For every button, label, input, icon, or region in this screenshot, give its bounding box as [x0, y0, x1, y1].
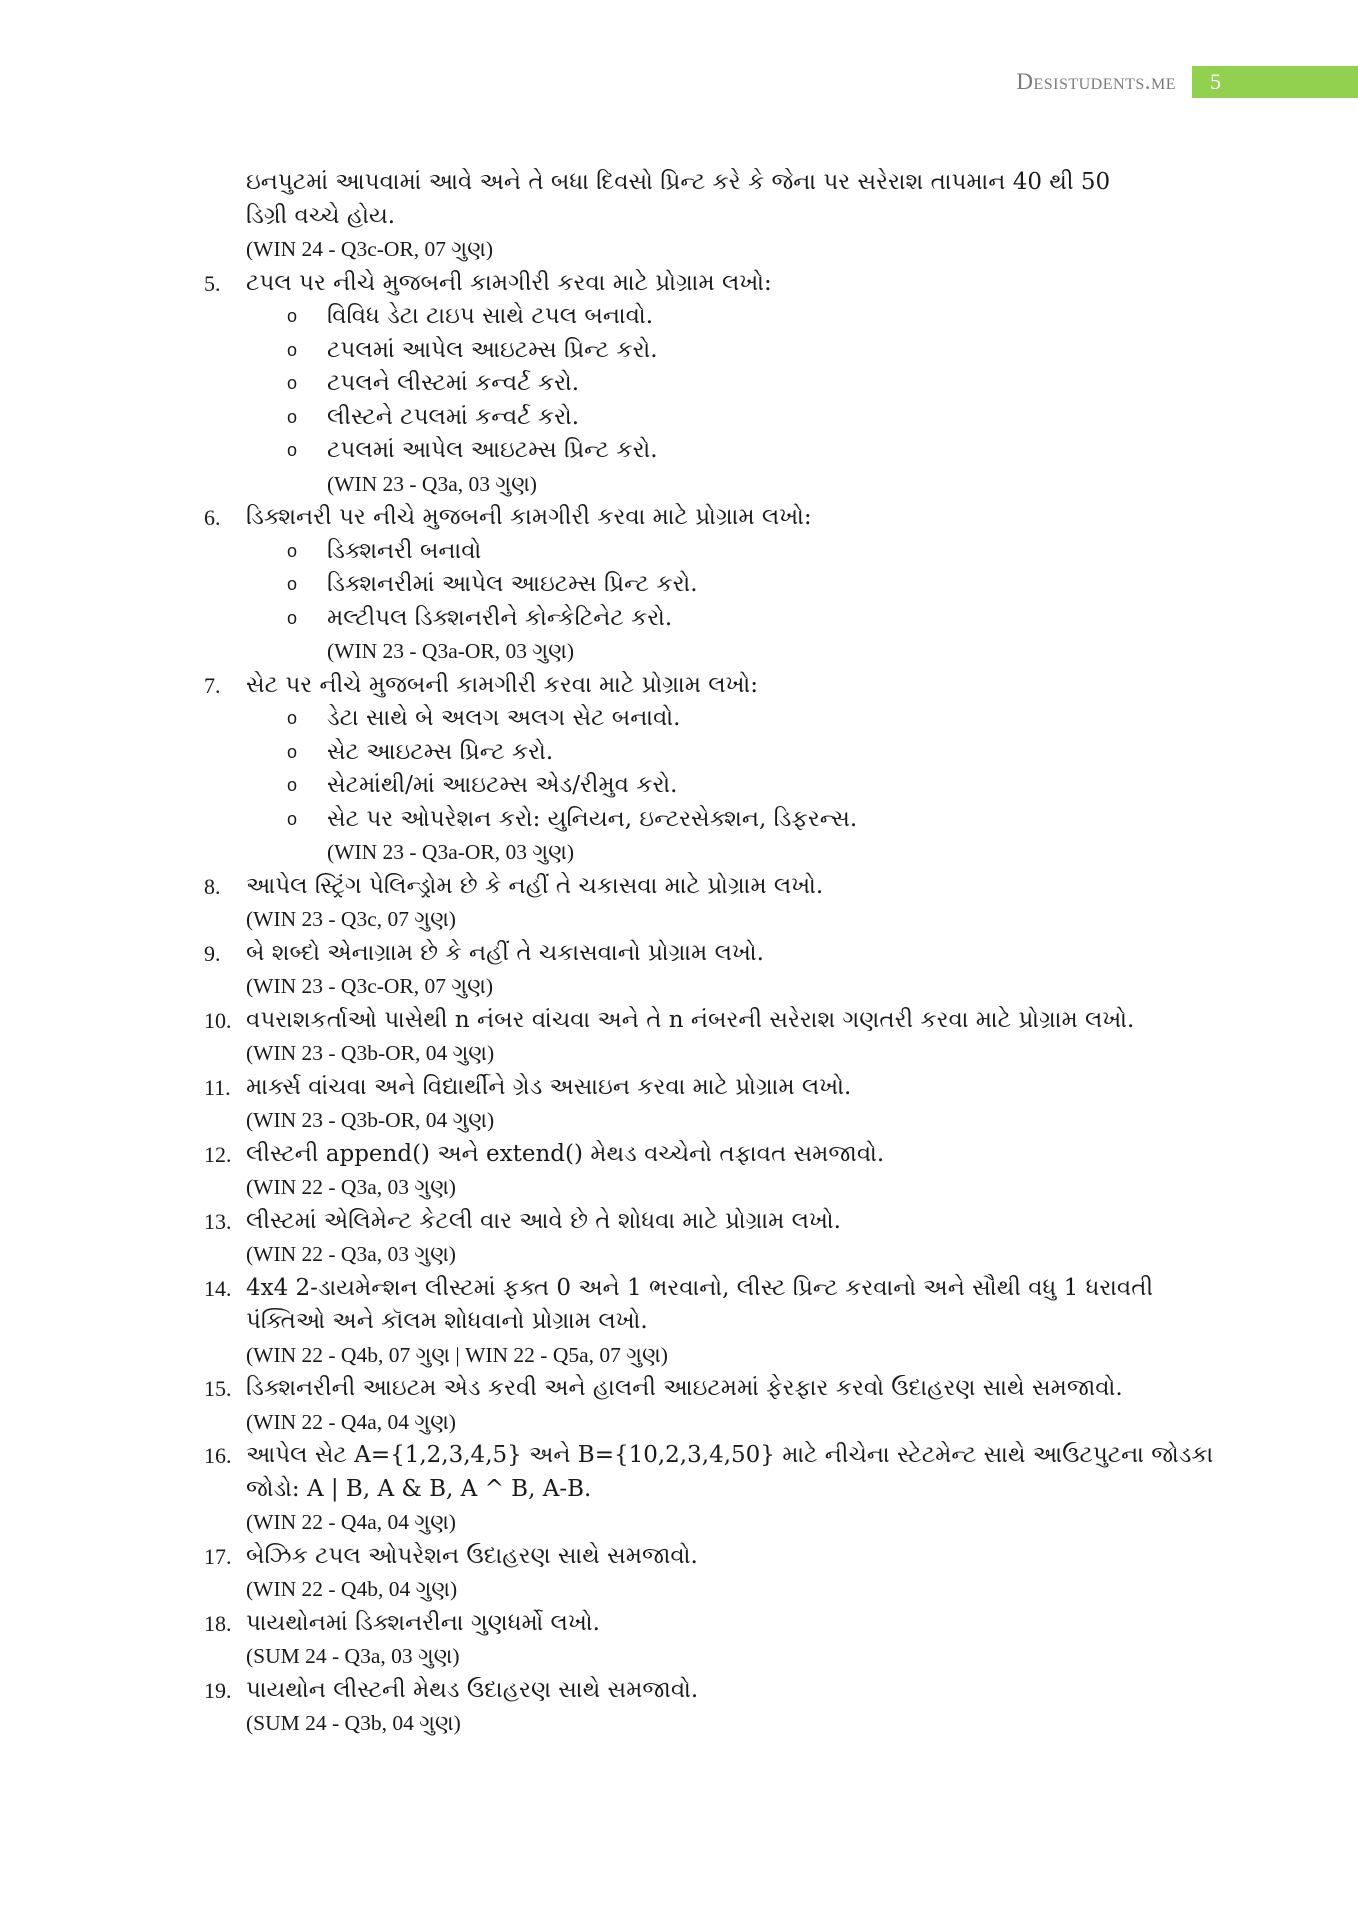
- exam-reference: (WIN 22 - Q3a, 03 ગુણ): [246, 1242, 456, 1266]
- question-number: 7.: [204, 672, 221, 698]
- question-text-continued: ડિગ્રી વચ્ચે હોય.: [246, 202, 396, 229]
- question-line: [0, 803, 1358, 837]
- exam-reference: (WIN 22 - Q3a, 03 ગુણ): [246, 1175, 456, 1199]
- question-text: ટપલ પર નીચે મુજબની કામગીરી કરવા માટે પ્રોગ્રામ લખો:: [246, 269, 772, 296]
- question-line: [0, 870, 1358, 904]
- question-line: [0, 836, 1358, 870]
- bullet-text: લીસ્ટને ટપલમાં કન્વર્ટ કરો.: [327, 403, 580, 430]
- question-line: [0, 1104, 1358, 1138]
- page-header: [1016, 66, 1358, 98]
- question-line: [0, 1607, 1358, 1641]
- bullet-text: મલ્ટીપલ ડિક્શનરીને કોન્કેટિનેટ કરો.: [327, 604, 673, 631]
- exam-reference: (SUM 24 - Q3a, 03 ગુણ): [246, 1644, 460, 1668]
- bullet-marker: o: [287, 775, 298, 795]
- question-line: [0, 1004, 1358, 1038]
- question-text: બે શબ્દો એનાગ્રામ છે કે નહીં તે ચકાસવાનો પ્રોગ્રામ લખો.: [246, 939, 764, 966]
- question-number: 12.: [204, 1141, 232, 1167]
- question-number: 14.: [204, 1275, 232, 1301]
- bullet-marker: o: [287, 708, 298, 728]
- question-line: [0, 1439, 1358, 1473]
- bullet-marker: o: [287, 306, 298, 326]
- exam-reference: (WIN 23 - Q3a, 03 ગુણ): [327, 471, 537, 496]
- exam-reference: (WIN 23 - Q3c-OR, 07 ગુણ): [246, 974, 493, 998]
- bullet-marker: o: [287, 540, 298, 561]
- bullet-marker: o: [287, 406, 298, 427]
- question-line: [0, 1305, 1358, 1339]
- bullet-marker: o: [287, 373, 298, 393]
- page-number: 5: [1192, 66, 1358, 98]
- question-line: [0, 1473, 1358, 1507]
- question-line: [0, 702, 1358, 736]
- question-line: [0, 1640, 1358, 1674]
- question-number: 9.: [204, 940, 221, 966]
- question-line: [0, 568, 1358, 602]
- question-line: [0, 1138, 1358, 1172]
- question-number: 16.: [204, 1443, 232, 1468]
- question-text: બેઝિક ટપલ ઓપરેશન ઉદાહરણ સાથે સમજાવો.: [246, 1542, 698, 1569]
- exam-reference: (WIN 23 - Q3b-OR, 04 ગુણ): [246, 1041, 495, 1065]
- question-text: સેટ પર નીચે મુજબની કામગીરી કરવા માટે પ્રોગ્રામ લખો:: [246, 671, 759, 698]
- question-number: 8.: [204, 873, 221, 899]
- question-line: [0, 468, 1358, 502]
- question-number: 18.: [204, 1610, 232, 1636]
- exam-reference: (WIN 23 - Q3c, 07 ગુણ): [246, 907, 456, 931]
- question-list: [0, 166, 1358, 1741]
- bullet-text: ડિક્શનરીમાં આપેલ આઇટમ્સ પ્રિન્ટ કરો.: [327, 571, 698, 597]
- bullet-text: વિવિધ ડેટા ટાઇપ સાથે ટપલ બનાવો.: [327, 303, 654, 329]
- question-line: [0, 903, 1358, 937]
- question-line: [0, 1171, 1358, 1205]
- question-line: [0, 535, 1358, 569]
- question-line: [0, 1506, 1358, 1540]
- question-text: ડિક્શનરીની આઇટમ એડ કરવી અને હાલની આઇટમમાં ફેરફાર કરવો ઉદાહરણ સાથે સમજાવો.: [246, 1375, 1123, 1401]
- question-line: [0, 1339, 1358, 1373]
- question-text-continued: ઇનપુટમાં આપવામાં આવે અને તે બધા દિવસો પ્રિન્ટ કરે કે જેના પર સરેરાશ તાપમાન 40 થી 50: [246, 169, 1111, 195]
- question-line: [0, 300, 1358, 334]
- bullet-text: ટપલમાં આપેલ આઇટમ્સ પ્રિન્ટ કરો.: [327, 437, 658, 463]
- question-line: [0, 367, 1358, 401]
- exam-reference: (WIN 24 - Q3c-OR, 07 ગુણ): [246, 237, 493, 261]
- question-text: માર્ક્સ વાંચવા અને વિદ્યાર્થીને ગ્રેડ અસાઇન કરવા માટે પ્રોગ્રામ લખો.: [246, 1073, 852, 1100]
- question-text-continued: જોડો: A | B, A & B, A ^ B, A-B.: [246, 1475, 592, 1502]
- question-line: [0, 334, 1358, 368]
- question-line: [0, 669, 1358, 703]
- question-line: [0, 736, 1358, 770]
- question-line: [0, 1272, 1358, 1306]
- question-line: [0, 602, 1358, 636]
- question-line: [0, 1540, 1358, 1574]
- question-line: [0, 1372, 1358, 1406]
- question-text: વપરાશકર્તાઓ પાસેથી n નંબર વાંચવા અને તે n નંબરની સરેરાશ ગણતરી કરવા માટે પ્રોગ્રામ લખો.: [246, 1006, 1135, 1033]
- bullet-marker: o: [287, 808, 298, 829]
- bullet-text: ટપલમાં આપેલ આઇટમ્સ પ્રિન્ટ કરો.: [327, 336, 658, 363]
- question-line: [0, 1707, 1358, 1741]
- question-line: [0, 1573, 1358, 1607]
- exam-reference: (WIN 23 - Q3a-OR, 03 ગુણ): [327, 639, 574, 663]
- bullet-text: સેટ પર ઓપરેશન કરો: યુનિયન, ઇન્ટરસેક્શન, ડિફરન્સ.: [327, 805, 858, 832]
- question-text: ડિક્શનરી પર નીચે મુજબની કામગીરી કરવા માટે પ્રોગ્રામ લખો:: [246, 504, 812, 530]
- question-text: પાયથોન લીસ્ટની મેથડ ઉદાહરણ સાથે સમજાવો.: [246, 1676, 699, 1703]
- question-line: [0, 200, 1358, 234]
- question-text: લીસ્ટની append() અને extend() મેથડ વચ્ચેનો તફાવત સમજાવો.: [246, 1140, 885, 1167]
- exam-reference: (WIN 22 - Q4a, 04 ગુણ): [246, 1409, 456, 1434]
- question-line: [0, 1205, 1358, 1239]
- question-line: [0, 970, 1358, 1004]
- question-number: 17.: [204, 1543, 232, 1569]
- question-line: [0, 1037, 1358, 1071]
- question-line: [0, 635, 1358, 669]
- question-line: [0, 1238, 1358, 1272]
- question-number: 11.: [204, 1074, 231, 1100]
- bullet-text: ડિક્શનરી બનાવો: [327, 537, 482, 564]
- question-number: 15.: [204, 1376, 232, 1401]
- bullet-marker: o: [287, 440, 298, 460]
- question-text: આપેલ સ્ટ્રિંગ પેલિન્ડ્રોમ છે કે નહીં તે ચકાસવા માટે પ્રોગ્રામ લખો.: [246, 872, 824, 899]
- question-line: [0, 769, 1358, 803]
- exam-reference: (WIN 22 - Q4a, 04 ગુણ): [246, 1510, 456, 1534]
- question-line: [0, 501, 1358, 535]
- site-name: Desistudents.me: [1016, 69, 1176, 94]
- bullet-text: ટપલને લીસ્ટમાં કન્વર્ટ કરો.: [327, 370, 580, 396]
- question-text: આપેલ સેટ A={1,2,3,4,5} અને B={10,2,3,4,50} માટે નીચેના સ્ટેટમેન્ટ સાથે આઉટપુટના જોડકા: [246, 1442, 1214, 1468]
- question-line: [0, 937, 1358, 971]
- question-line: [0, 434, 1358, 468]
- question-line: [0, 1674, 1358, 1708]
- bullet-text: સેટમાંથી/માં આઇટમ્સ એડ/રીમુવ કરો.: [327, 772, 678, 798]
- bullet-marker: o: [287, 339, 298, 360]
- question-number: 10.: [204, 1007, 232, 1033]
- question-number: 19.: [204, 1677, 232, 1703]
- bullet-marker: o: [287, 574, 298, 594]
- question-text-continued: પંક્તિઓ અને કૉલમ શોધવાનો પ્રોગ્રામ લખો.: [246, 1308, 648, 1334]
- question-line: [0, 1071, 1358, 1105]
- question-number: 6.: [204, 505, 221, 530]
- bullet-marker: o: [287, 607, 298, 628]
- exam-reference: (SUM 24 - Q3b, 04 ગુણ): [246, 1711, 461, 1735]
- question-line: [0, 401, 1358, 435]
- question-line: [0, 267, 1358, 301]
- bullet-marker: o: [287, 741, 298, 762]
- exam-reference: (WIN 22 - Q4b, 07 ગુણ | WIN 22 - Q5a, 07 ગુણ): [246, 1342, 668, 1367]
- question-text: લીસ્ટમાં એલિમેન્ટ કેટલી વાર આવે છે તે શોધવા માટે પ્રોગ્રામ લખો.: [246, 1207, 841, 1234]
- question-number: 13.: [204, 1208, 232, 1234]
- exam-reference: (WIN 23 - Q3a-OR, 03 ગુણ): [327, 840, 574, 864]
- question-line: [0, 166, 1358, 200]
- question-number: 5.: [204, 270, 221, 296]
- question-line: [0, 233, 1358, 267]
- exam-reference: (WIN 22 - Q4b, 04 ગુણ): [246, 1577, 458, 1601]
- question-text: પાયથોનમાં ડિક્શનરીના ગુણધર્મો લખો.: [246, 1609, 600, 1636]
- bullet-text: ડેટા સાથે બે અલગ અલગ સેટ બનાવો.: [327, 705, 681, 731]
- bullet-text: સેટ આઇટમ્સ પ્રિન્ટ કરો.: [327, 738, 554, 765]
- question-text: 4x4 2-ડાયમેન્શન લીસ્ટમાં ફક્ત 0 અને 1 ભરવાનો, લીસ્ટ પ્રિન્ટ કરવાનો અને સૌથી વધુ 1 ધરાવતી: [246, 1274, 1154, 1301]
- exam-reference: (WIN 23 - Q3b-OR, 04 ગુણ): [246, 1108, 495, 1132]
- question-line: [0, 1406, 1358, 1440]
